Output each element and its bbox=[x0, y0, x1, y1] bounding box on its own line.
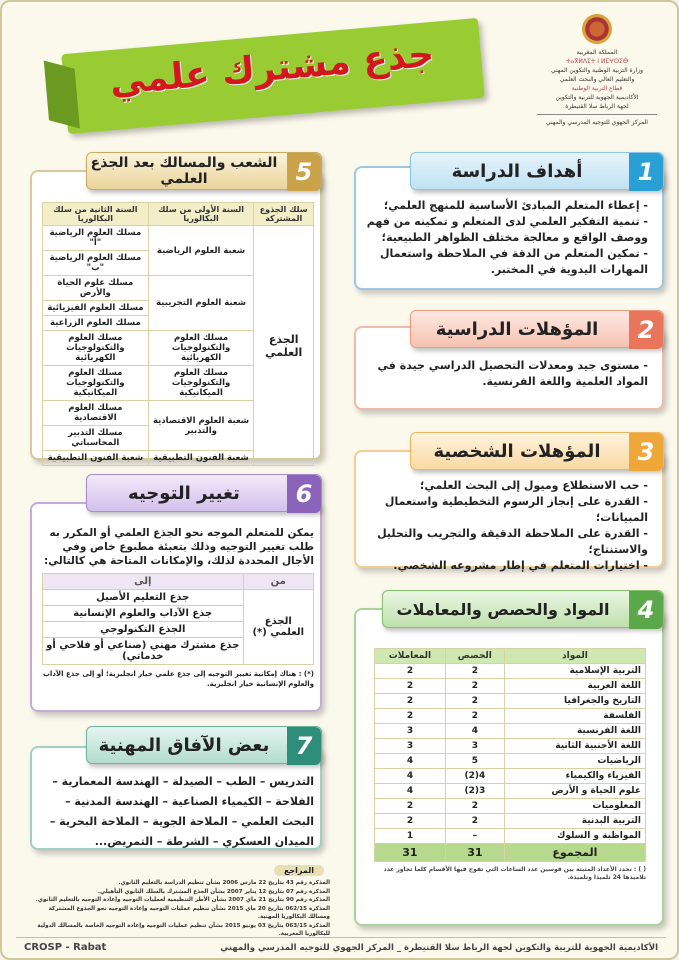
reference-line: المذكرة رقم 90 بتاريخ 21 ماي 2007 بشأن الأطر التنظيمية لعمليات التوجيه وإعادة التوجيه بالتعليم الثانوي. bbox=[35, 897, 330, 903]
total-row bbox=[375, 844, 646, 862]
second-year-cell: مسلك علوم الحياة والأرض bbox=[43, 276, 149, 301]
second-year-cell: مسلك العلوم الاقتصادية bbox=[43, 401, 149, 426]
subject-name: المواظبة و السلوك bbox=[504, 829, 645, 844]
second-year-cell: مسلك العلوم الفيزيائية bbox=[43, 301, 149, 316]
careers-text: التدريس – الطب – الصيدلة – الهندسة المعمارية – الفلاحة – الكيمياء الصناعية – الهندسة المدنية – البحث العلمي – الملاحة الجوية – الملاحة البحرية – الميدان العسكري – الشرطة – التمريض... bbox=[49, 775, 314, 848]
table-row bbox=[375, 724, 646, 739]
table-row bbox=[375, 679, 646, 694]
second-year-cell: مسلك العلوم الرياضية "أ" bbox=[43, 226, 149, 251]
table-row bbox=[375, 769, 646, 784]
total-cell: المجموع bbox=[504, 844, 645, 862]
column-header: الحصص bbox=[445, 649, 504, 664]
table-row bbox=[375, 829, 646, 844]
reorientation-table bbox=[42, 573, 314, 665]
list-item: - اختيارات المتعلم في إطار مشروعه الشخصي. bbox=[362, 558, 648, 574]
subject-coefficient: 3 bbox=[375, 739, 446, 754]
section-number: 5 bbox=[287, 153, 321, 191]
subject-name: اللغة الفرنسية bbox=[504, 724, 645, 739]
column-header: إلى bbox=[43, 574, 244, 590]
goals-list bbox=[362, 198, 648, 278]
subjects-table bbox=[374, 648, 646, 862]
table-row bbox=[375, 694, 646, 709]
section-streams bbox=[30, 170, 322, 463]
subject-name: الرياضيات bbox=[504, 754, 645, 769]
subject-name: الفلسفة bbox=[504, 709, 645, 724]
subject-coefficient: 4 bbox=[375, 769, 446, 784]
table-row bbox=[375, 709, 646, 724]
references bbox=[30, 858, 330, 939]
subject-hours: – bbox=[445, 829, 504, 844]
section-title: المؤهلات الشخصية bbox=[433, 440, 601, 462]
column-header: السنة الأولى من سلك البكالوريا bbox=[148, 203, 254, 226]
reorientation-option: جذع التعليم الأصيل bbox=[43, 590, 244, 606]
subject-coefficient: 3 bbox=[375, 724, 446, 739]
section-number: 1 bbox=[629, 153, 663, 191]
reference-line: المذكرة رقم 07 بتاريخ 12 يناير 2007 بشأن الجذع المشترك بالسلك الثانوي التأهيلي. bbox=[97, 888, 330, 895]
ministry-line: المملكة المغربية bbox=[576, 49, 618, 56]
list-item: - تمكين المتعلم من الدقة في الملاحظة واستعمال المهارات اليدوية في المختبر. bbox=[362, 246, 648, 278]
personal-list bbox=[362, 478, 648, 574]
reorientation-from: الجذع العلمي (*) bbox=[243, 590, 313, 665]
subject-name: الفيزياء والكيمياء bbox=[504, 769, 645, 784]
subject-coefficient: 2 bbox=[375, 679, 446, 694]
table-row bbox=[375, 814, 646, 829]
trunk-cell: الجذع العلمي bbox=[254, 226, 314, 466]
column-header: من bbox=[243, 574, 313, 590]
subject-hours: 3 bbox=[445, 739, 504, 754]
subject-hours: 4(2) bbox=[445, 769, 504, 784]
section-number: 7 bbox=[287, 727, 321, 765]
list-item: - القدرة على الملاحظة الدقيقة والتجريب والتحليل والاستنتاج؛ bbox=[362, 526, 648, 558]
table-row bbox=[375, 754, 646, 769]
subject-name: التربية الإسلامية bbox=[504, 664, 645, 679]
ministry-header bbox=[527, 14, 667, 127]
divider bbox=[537, 114, 657, 115]
ministry-line: لجهة الرباط سلا القنيطرة bbox=[565, 103, 629, 110]
ministry-line: المركز الجهوي للتوجيه المدرسي والمهني bbox=[546, 119, 648, 126]
subject-hours: 2 bbox=[445, 664, 504, 679]
reorientation-intro: يمكن للمتعلم الموجه نحو الجذع العلمي أو المكرر به طلب تغيير التوجيه وذلك بتعبئة مطبوع خاص وفي الأجال المحددة لذلك، والإمكانات المتاحة هي كالتالي: bbox=[43, 527, 314, 567]
section-number: 3 bbox=[629, 433, 663, 471]
subject-coefficient: 4 bbox=[375, 784, 446, 799]
section-title: المواد والحصص والمعاملات bbox=[396, 599, 610, 619]
section-title: المؤهلات الدراسية bbox=[435, 318, 599, 340]
column-header: المواد bbox=[504, 649, 645, 664]
first-year-cell: مسلك العلوم والتكنولوجيات الميكانيكية bbox=[148, 366, 254, 401]
list-item: - مستوى جيد ومعدلات التحصيل الدراسي جيدة في المواد العلمية واللغة الفرنسية. bbox=[362, 358, 648, 390]
second-year-cell: مسلك العلوم والتكنولوجيات الكهربائية bbox=[43, 331, 149, 366]
reorientation-option: الجذع التكنولوجي bbox=[43, 622, 244, 638]
subject-name: علوم الحياة و الأرض bbox=[504, 784, 645, 799]
ministry-line: ⵜⴰⴳⵍⴷⵉⵜ ⵏ ⵍⵎⵖⵔⵉⴱ bbox=[565, 58, 629, 65]
section-reorientation bbox=[30, 502, 322, 712]
reference-line: المذكرة 063/15 بتاريخ 03 يونيو 2015 بشأن تنظيم عمليات التوجيه وإعادة التوجيه الخاصة بالمسالك الدولية للبكالوريا المغربية. bbox=[37, 922, 330, 937]
subject-name: المعلوميات bbox=[504, 799, 645, 814]
section-title: أهداف الدراسة bbox=[451, 160, 583, 182]
qualifications-list bbox=[362, 358, 648, 390]
footer bbox=[16, 937, 666, 957]
subject-coefficient: 2 bbox=[375, 814, 446, 829]
column-header: السنة الثانية من سلك البكالوريا bbox=[43, 203, 149, 226]
table-row bbox=[43, 226, 314, 251]
first-year-cell: شعبة العلوم الاقتصادية والتدبير bbox=[148, 401, 254, 451]
subject-hours: 3(2) bbox=[445, 784, 504, 799]
reorientation-option: جذع مشترك مهني (صناعي أو فلاحي أو خدماتي) bbox=[43, 638, 244, 665]
subject-hours: 2 bbox=[445, 799, 504, 814]
reference-line: المذكرة 062/15 بتاريخ 20 ماي 2015 بشأن تنظيم عمليات التوجيه وإعادة التوجيه نحو الجذوع المشتركة ومسالك البكالوريا المهنية. bbox=[48, 905, 330, 920]
first-year-cell: مسلك العلوم والتكنولوجيات الكهربائية bbox=[148, 331, 254, 366]
subject-name: التربية البدنية bbox=[504, 814, 645, 829]
second-year-cell: مسلك العلوم الرياضية "ب" bbox=[43, 251, 149, 276]
list-item: - تنمية التفكير العلمي لدى المتعلم و تمكينه من فهم ووصف الواقع و معالجة مختلف الظواهر الطبيعية؛ bbox=[362, 214, 648, 246]
subject-coefficient: 2 bbox=[375, 799, 446, 814]
section-number: 4 bbox=[629, 591, 663, 629]
section-7-header bbox=[86, 726, 322, 764]
first-year-cell: شعبة الفنون التطبيقية bbox=[148, 451, 254, 466]
streams-table bbox=[42, 202, 314, 466]
subject-name: اللغة العربية bbox=[504, 679, 645, 694]
reorientation-option: جذع الآداب والعلوم الإنسانية bbox=[43, 606, 244, 622]
table-row bbox=[375, 739, 646, 754]
subject-coefficient: 2 bbox=[375, 694, 446, 709]
subject-hours: 2 bbox=[445, 709, 504, 724]
list-item: - القدرة على إنجاز الرسوم التخطيطية واستعمال المبيانات؛ bbox=[362, 494, 648, 526]
total-cell: 31 bbox=[445, 844, 504, 862]
second-year-cell: شعبة الفنون التطبيقية bbox=[43, 451, 149, 466]
second-year-cell: مسلك التدبير المحاسباتي bbox=[43, 426, 149, 451]
ministry-line: قطاع التربية الوطنية bbox=[571, 85, 623, 92]
footer-institution: الأكاديمية الجهوية للتربية والتكوين لجهة الرباط سلا القنيطرة _ المركز الجهوي للتوجيه المدرسي والمهني bbox=[220, 942, 658, 953]
reorientation-note: (*) : هناك إمكانية تغيير التوجيه إلى جذع علمي خيار انجليزية؛ أو إلى جذع الآداب والعلوم الإنسانية خيار انجليزية. bbox=[42, 670, 314, 688]
page-title: جذع مشترك علمي bbox=[108, 33, 436, 104]
references-title: المراجع bbox=[274, 865, 324, 876]
section-4-header bbox=[382, 590, 664, 628]
subject-name: اللغة الأجنبية الثانية bbox=[504, 739, 645, 754]
reference-line: المذكرة رقم 43 بتاريخ 22 مارس 2006 بشأن تنظيم الدراسة بالتعليم الثانوي. bbox=[118, 880, 330, 886]
list-item: - حب الاستطلاع وميول إلى البحث العلمي؛ bbox=[362, 478, 648, 494]
section-title: تغيير التوجيه bbox=[128, 482, 240, 504]
section-title: بعض الآفاق المهنية bbox=[98, 734, 270, 756]
first-year-cell: شعبة العلوم الرياضية bbox=[148, 226, 254, 276]
total-cell: 31 bbox=[375, 844, 446, 862]
footer-code: CROSP - Rabat bbox=[24, 942, 107, 953]
table-row bbox=[375, 784, 646, 799]
section-2-header bbox=[410, 310, 664, 348]
section-title: الشعب والمسالك بعد الجذع العلمي bbox=[90, 155, 278, 187]
list-item: - إعطاء المتعلم المبادئ الأساسية للمنهج العلمي؛ bbox=[362, 198, 648, 214]
second-year-cell: مسلك العلوم الزراعية bbox=[43, 316, 149, 331]
subjects-note: ( ) : تحدد الأعداد المثبتة بين قوسين عدد الساعات التي تفوج فيها الأقسام كلما تجاوز عدد تلاميذها 24 تلميذا وتلميذة. bbox=[383, 866, 646, 881]
section-3-header bbox=[410, 432, 664, 470]
section-number: 2 bbox=[629, 311, 663, 349]
first-year-cell: شعبة العلوم التجريبية bbox=[148, 276, 254, 331]
subject-hours: 2 bbox=[445, 694, 504, 709]
section-6-header bbox=[86, 474, 322, 512]
subject-hours: 2 bbox=[445, 814, 504, 829]
subject-hours: 2 bbox=[445, 679, 504, 694]
ministry-line: الأكاديمية الجهوية للتربية والتكوين bbox=[555, 94, 639, 101]
section-1-header bbox=[410, 152, 664, 190]
section-5-header bbox=[86, 152, 322, 190]
ministry-line: والتعليم العالي والبحث العلمي bbox=[559, 76, 635, 83]
table-row bbox=[375, 664, 646, 679]
second-year-cell: مسلك العلوم والتكنولوجيات الميكانيكية bbox=[43, 366, 149, 401]
ministry-line: وزارة التربية الوطنية والتكوين المهني bbox=[550, 67, 644, 74]
subject-coefficient: 2 bbox=[375, 709, 446, 724]
subject-coefficient: 4 bbox=[375, 754, 446, 769]
subject-hours: 4 bbox=[445, 724, 504, 739]
table-row bbox=[375, 799, 646, 814]
subject-hours: 5 bbox=[445, 754, 504, 769]
subject-coefficient: 2 bbox=[375, 664, 446, 679]
subject-coefficient: 1 bbox=[375, 829, 446, 844]
moroccan-emblem-icon bbox=[582, 14, 612, 44]
subject-name: التاريخ والجغرافيا bbox=[504, 694, 645, 709]
section-number: 6 bbox=[287, 475, 321, 513]
column-header: سلك الجذوع المشتركة bbox=[254, 203, 314, 226]
column-header: المعاملات bbox=[375, 649, 446, 664]
section-subjects bbox=[354, 608, 664, 926]
